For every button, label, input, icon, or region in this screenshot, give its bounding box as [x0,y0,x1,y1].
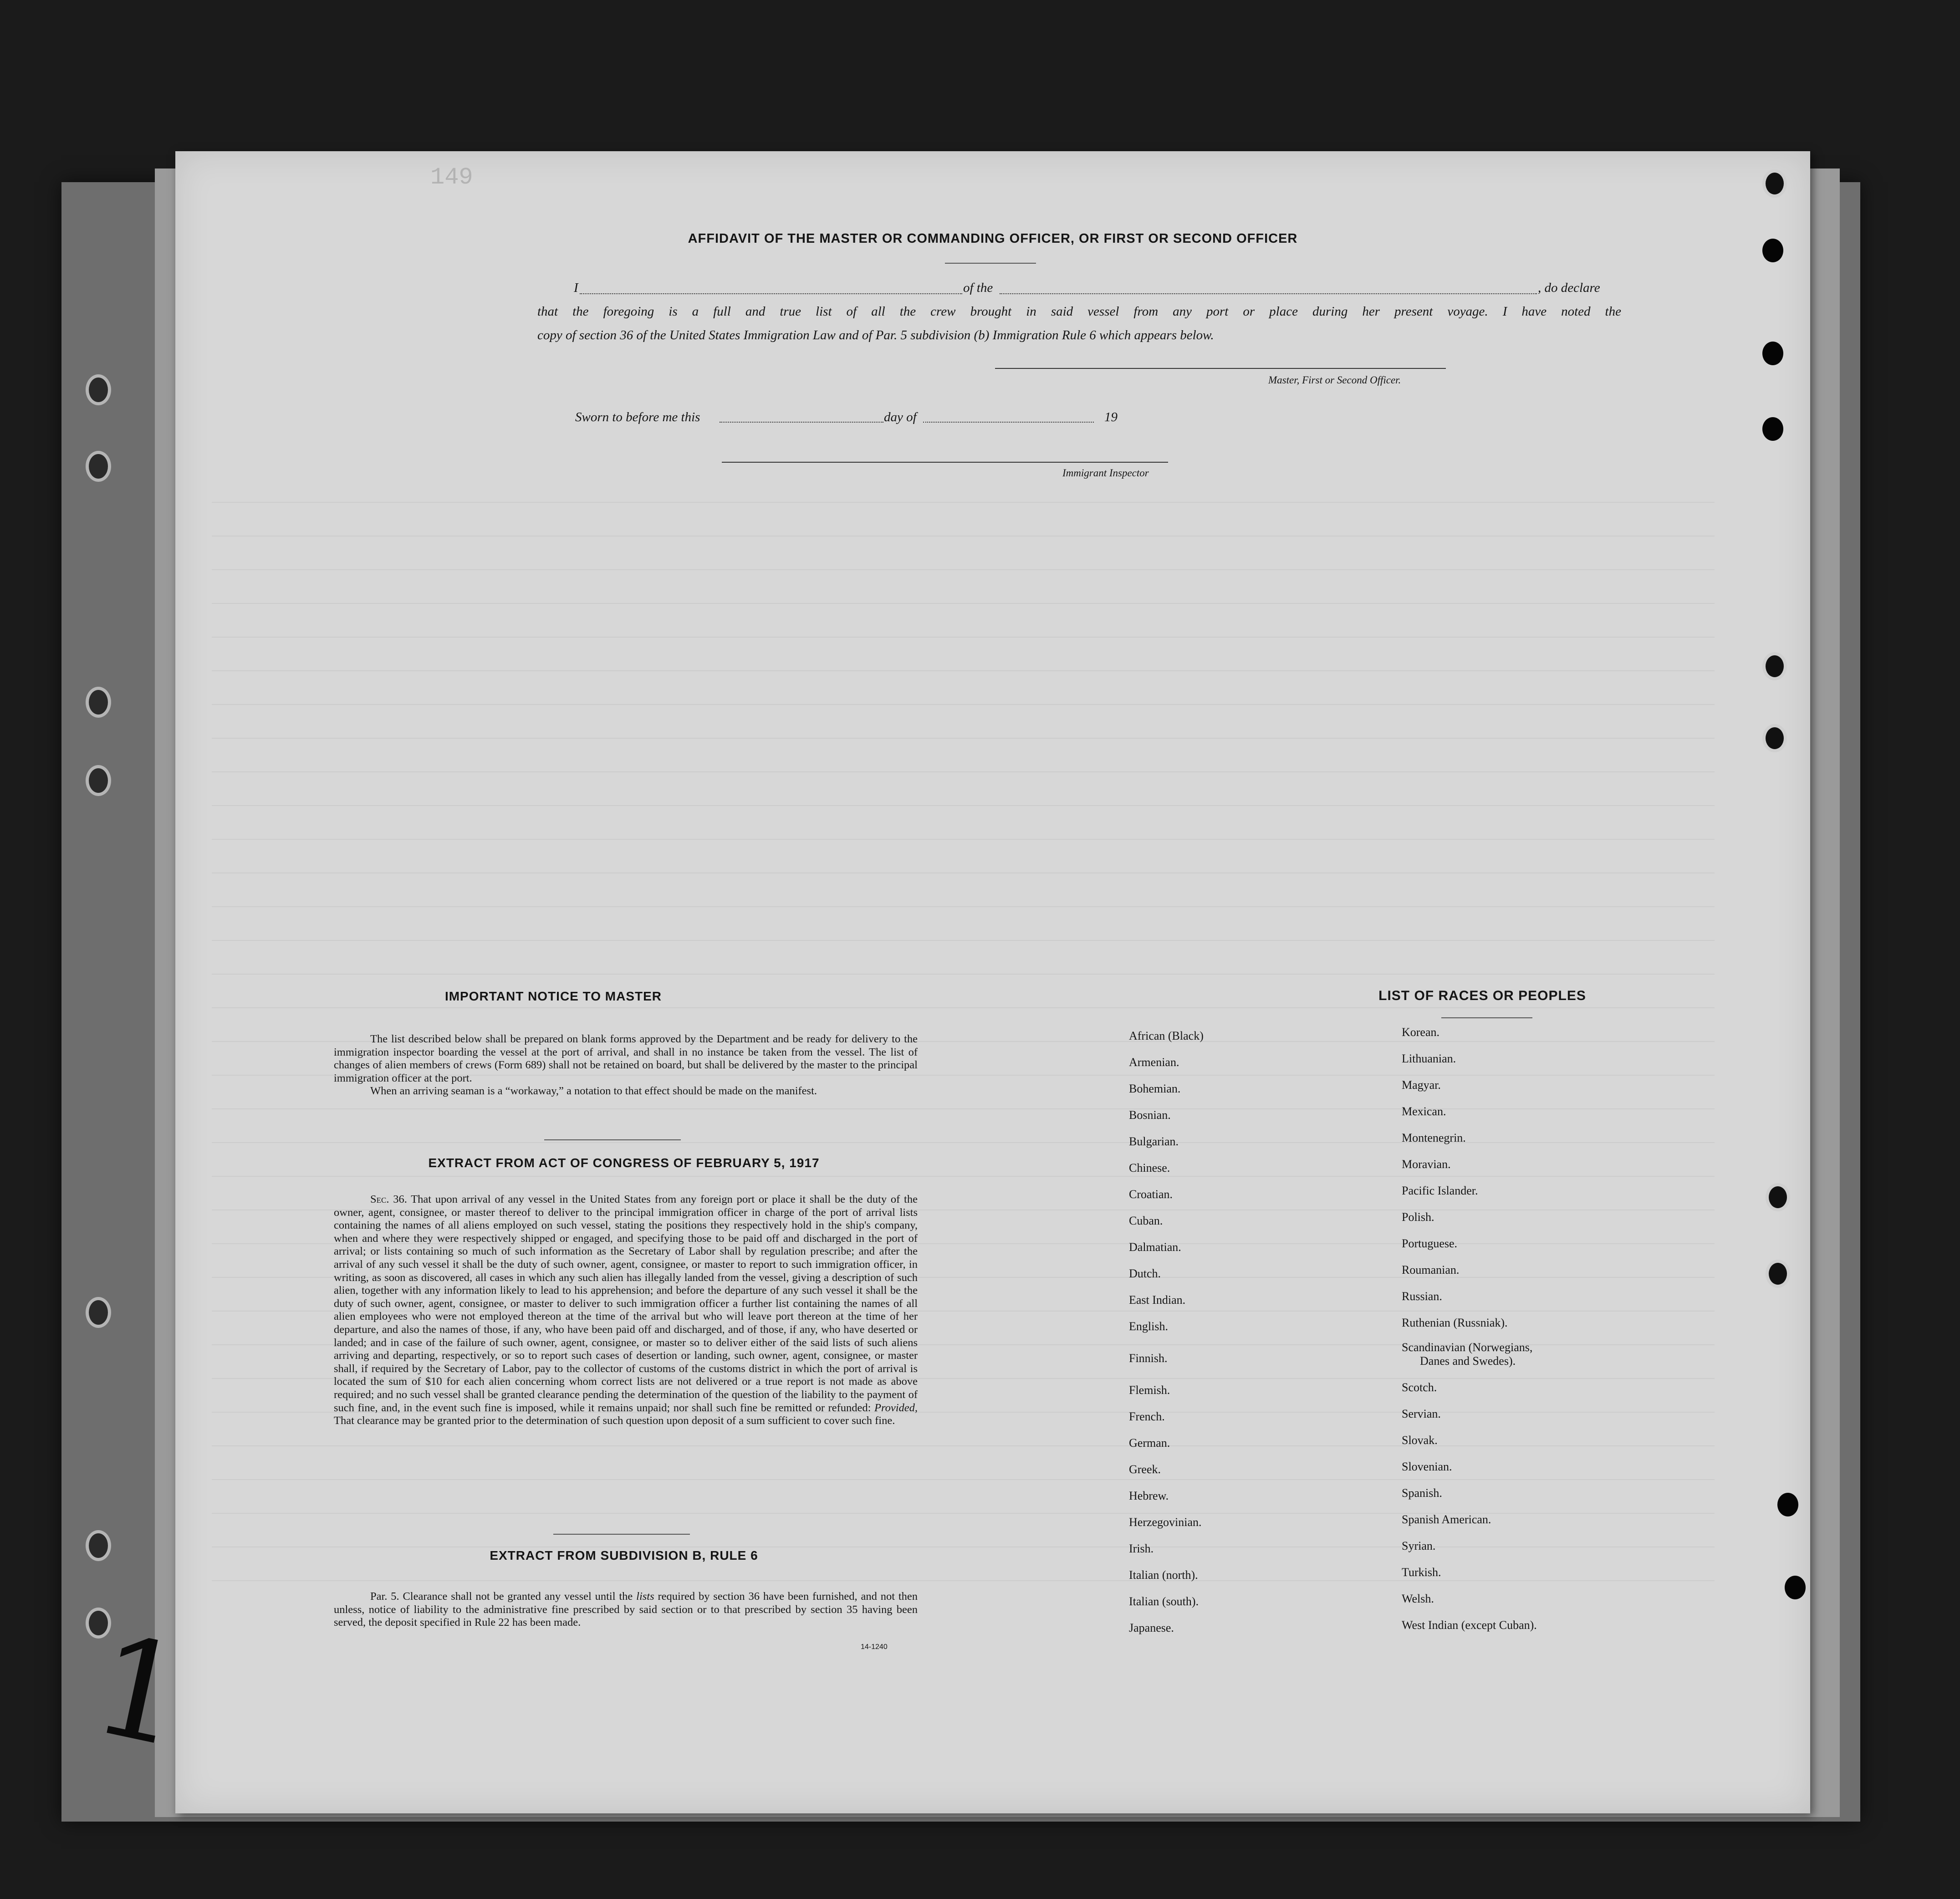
race-item: Scotch. [1402,1381,1437,1394]
race-item: Herzegovinian. [1129,1516,1202,1529]
declare-text: , do declare [1538,281,1600,295]
act-body: That upon arrival of any vessel in the United States from any foreign port or place it shall be the duty of the owner, agent, consignee, or master thereof to deliver to the principal immigration officer in charge of the port of arrival lists containing the names of all aliens employed on such vessel, stating the positions they respectively hold in the ship's company, when and where they were respectively shipped or engaged, and specifying those to be paid off and discharged in the port of arrival; or lists containing so much of such information as the Secretary of Labor shall by regulation prescribe; and after the arrival of any such vessel it shall be the duty of such owner, agent, consignee, or master to report to such immigration officer, in writing, as soon as discovered, all cases in which any such alien has illegally landed from the vessel, giving a description of such alien, together with any information likely to lead to his apprehension; and before the departure of any such vessel it shall be the duty of such owner, agent, consignee, or master to deliver to such immigration officer a further list containing the names of all alien employees who were not employed thereon at the time of the arrival but who will leave port thereon at the time of her departure, and also the names of those, if any, who have been paid off and discharged, and of those, if any, who have deserted or landed; and in case of the failure of such owner, agent, consignee, or master so to deliver either of the said lists of such aliens arriving and departing, respectively, or so to report such cases of desertion or landing, such owner, agent, consignee, or master shall, if required by the Secretary of Labor, pay to the collector of customs of the customs district in which the port of arrival is located the sum of $10 for each alien concerning whom correct lists are not delivered or a true report is not made as above required; and no such vessel shall be granted clearance pending the determination of the question of the liability to the payment of such fine, and, in the event such fine is imposed, while it remains unpaid; nor shall such fine be remitted or refunded: [334,1193,918,1414]
race-item: Servian. [1402,1407,1441,1420]
affidavit-line-2: that the foregoing is a full and true list of all the crew brought in said vessel from any port or place during her present voyage. I have noted the [537,304,1621,319]
punch-hole [86,1530,111,1561]
race-item: Armenian. [1129,1056,1179,1069]
rule-extract-text [334,1590,918,1629]
rule-body: Par. 5. Clearance shall not be granted any vessel until the [370,1590,633,1603]
punch-hole [1762,417,1783,441]
proviso-word: Provided, [874,1401,918,1414]
race-item: English. [1129,1320,1168,1333]
punch-hole [86,1608,111,1639]
race-item: Slovak. [1402,1434,1438,1447]
race-item: East Indian. [1129,1293,1186,1307]
divider [544,1139,681,1140]
notice-text [334,1033,918,1098]
race-item: Lithuanian. [1402,1052,1456,1065]
rule-body-end: required by section 36 have been furnished, and not then unless, notice of liability to the administrative fine prescribed by said section or to that prescribed by section 35 having been served, the deposit specified in Rule 22 has been made. [334,1590,918,1629]
race-item: Cuban. [1129,1214,1163,1227]
race-item: Polish. [1402,1210,1434,1224]
races-title: LIST OF RACES OR PEOPLES [1378,988,1586,1003]
race-item: Spanish American. [1402,1513,1491,1526]
punch-hole [1766,1260,1790,1288]
race-item: Flemish. [1129,1383,1170,1397]
race-item: Portuguese. [1402,1237,1458,1250]
race-item: Chinese. [1129,1161,1170,1174]
day-of-text: day of [884,410,917,424]
affiant-name-field [580,293,962,294]
race-item: Turkish. [1402,1566,1441,1579]
sworn-text: Sworn to before me this [575,410,700,424]
master-signature-caption: Master, First or Second Officer. [1268,374,1401,386]
faint-stamp-number: 149 [430,164,473,191]
act-body-end: That clearance may be granted prior to the determination of such question upon deposit of a sum sufficient to cover such fine. [334,1414,895,1427]
race-item: Ruthenian (Russniak). [1402,1316,1508,1329]
punch-hole [1762,169,1787,198]
race-item: Greek. [1129,1463,1161,1476]
race-item: Bulgarian. [1129,1135,1179,1148]
notice-paragraph-2: When an arriving seaman is a “workaway,” a notation to that effect should be made on the manifest. [370,1085,817,1098]
race-item: Scandinavian (Norwegians, [1402,1341,1533,1354]
affidavit-title: AFFIDAVIT OF THE MASTER OR COMMANDING OFFICER, OR FIRST OR SECOND OFFICER [688,231,1298,246]
race-item: African (Black) [1129,1029,1204,1042]
race-item: Montenegrin. [1402,1131,1466,1144]
race-item: Magyar. [1402,1078,1441,1092]
race-item: Mexican. [1402,1105,1446,1118]
race-item: Syrian. [1402,1539,1436,1552]
race-item: Korean. [1402,1026,1440,1039]
form-number: 14-1240 [861,1643,888,1651]
act-extract-text [334,1193,918,1428]
race-item: Dalmatian. [1129,1240,1181,1254]
notice-paragraph-1: The list described below shall be prepared on blank forms approved by the Department and be ready for delivery to the immigration inspector boarding the vessel at the port of arrival, and shall in no instance be taken from the vessel. The list of changes of alien members of crews (Form 689) shall not be retained on board, but shall be delivered by the master to the principal immigration officer at the port. [334,1033,918,1084]
race-item: French. [1129,1410,1165,1423]
race-item: Japanese. [1129,1621,1174,1634]
race-item: West Indian (except Cuban). [1402,1618,1537,1632]
divider [553,1534,690,1535]
race-item: Spanish. [1402,1486,1442,1500]
race-item: Croatian. [1129,1188,1173,1201]
race-item: Welsh. [1402,1592,1434,1605]
affiant-prefix: I [574,281,578,295]
affidavit-form-page [175,151,1810,1813]
race-item: Italian (north). [1129,1568,1198,1582]
race-item: Moravian. [1402,1158,1451,1171]
master-signature-line [995,368,1446,369]
notice-title: IMPORTANT NOTICE TO MASTER [444,989,662,1003]
race-item: Bosnian. [1129,1108,1171,1122]
punch-hole [1762,342,1783,365]
race-item: Dutch. [1129,1267,1161,1280]
race-item-continuation: Danes and Swedes). [1420,1354,1516,1368]
vessel-prefix: of the [963,281,993,295]
race-item: Russian. [1402,1290,1442,1303]
inspector-signature-line [722,462,1168,463]
race-item: Roumanian. [1402,1263,1460,1276]
race-item: Finnish. [1129,1352,1168,1365]
punch-hole [86,451,111,482]
race-item: Pacific Islander. [1402,1184,1478,1197]
punch-hole [86,687,111,718]
rule-extract-title: EXTRACT FROM SUBDIVISION B, RULE 6 [490,1548,758,1562]
divider [1441,1017,1532,1018]
punch-hole [1785,1576,1806,1599]
sworn-month-field [923,422,1094,423]
race-item: Hebrew. [1129,1489,1169,1502]
divider [945,263,1036,264]
inspector-caption: Immigrant Inspector [1062,467,1149,479]
vessel-name-field [1000,293,1537,294]
lists-word: lists [636,1590,654,1603]
section-label: Sec. 36. [370,1193,407,1205]
race-item: Irish. [1129,1542,1154,1555]
race-item: Italian (south). [1129,1595,1199,1608]
race-item: German. [1129,1436,1170,1450]
affidavit-line-3: copy of section 36 of the United States Immigration Law and of Par. 5 subdivision (b) Immigration Rule 6 which appears below. [537,328,1214,342]
sworn-day-field [720,422,883,423]
punch-hole [86,1297,111,1328]
punch-hole [1777,1493,1798,1516]
punch-hole [86,374,111,405]
race-item: Slovenian. [1402,1460,1452,1473]
punch-hole [1762,724,1787,752]
act-extract-title: EXTRACT FROM ACT OF CONGRESS OF FEBRUARY 5, 1917 [428,1156,820,1170]
year-prefix: 19 [1104,410,1118,424]
punch-hole [1762,652,1787,680]
punch-hole [1766,1183,1790,1211]
punch-hole [86,765,111,796]
race-item: Bohemian. [1129,1082,1181,1095]
